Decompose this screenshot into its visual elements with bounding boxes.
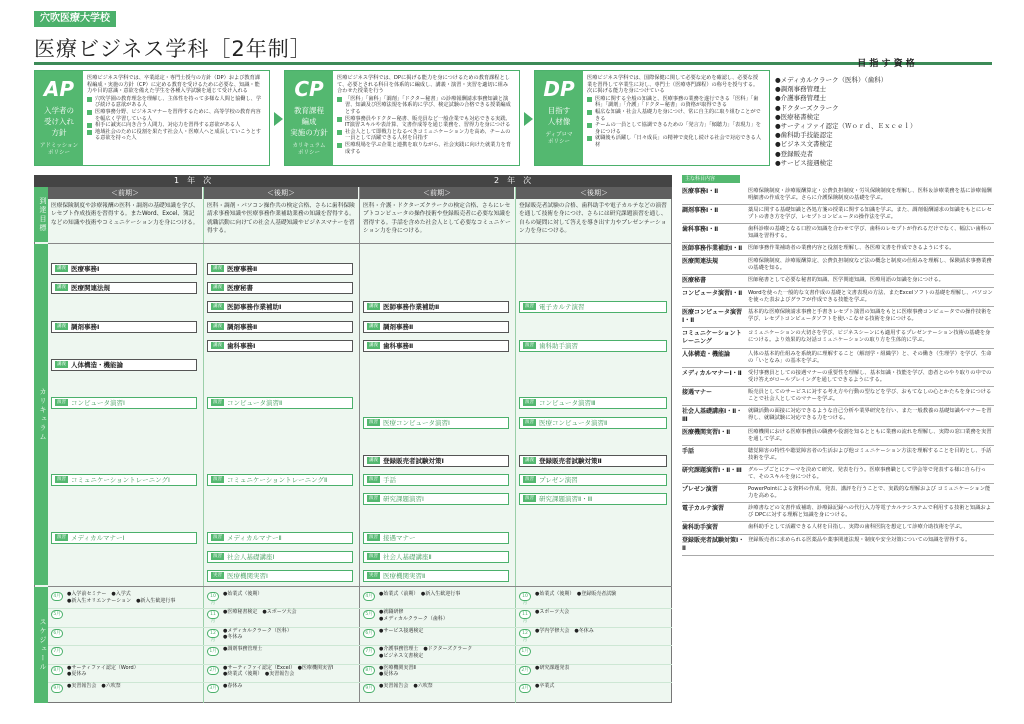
- goal-item: ●歯科助手技能認定: [775, 131, 833, 140]
- policy-label: [535, 71, 583, 165]
- month-badge: 3月: [207, 684, 219, 693]
- course-type-badge: 演習: [213, 534, 222, 540]
- course-box: [519, 474, 667, 486]
- course-type-badge: 講義: [213, 266, 222, 271]
- desc-course-text: 人体の基本的仕組みを系統的に理解すること（解剖学・組織学）と、その働き（生理学）を学び、生命の「いとなみ」の基本を学ぶ。: [748, 351, 992, 364]
- desc-course-name: 社会人基礎講座Ⅰ・Ⅱ・Ⅲ: [682, 408, 743, 423]
- policy-en: カリキュラム ポリシー: [292, 143, 326, 156]
- desc-course-text: 歯科診療の基礎となる口腔の知識を合わせて学び、歯科のレセプトが作れるだけでなく、幅広い歯科の知識を習得する。: [748, 226, 992, 239]
- term-4: ＜後期＞: [515, 187, 672, 199]
- policy-arrow: [274, 112, 283, 126]
- schedule-events: ●サーティファイ認定（Excel） ●医療機関実習Ⅰ ●終業式（後期） ●実習報告会: [223, 664, 334, 678]
- course-type-badge: 講義: [213, 323, 222, 329]
- policy-item: 幅広な知識・社会人基礎力を身につけ、常に自主的に取り組むことができる: [587, 109, 763, 122]
- month-badge: 10月: [207, 592, 219, 601]
- goal-item: ●メディカルクラーク（医科）（歯科）: [775, 76, 888, 84]
- course-type-badge: 演習: [525, 496, 534, 502]
- course-name: 調剤事務Ⅱ: [227, 322, 258, 331]
- desc-course-text: グループごとにテーマを決めて研究、発表を行う。医療事務職として学会等で発表する様に自ら行って、そのスキルを身につける。: [748, 467, 986, 480]
- course-box: [363, 551, 509, 563]
- course-name: 医療機関実習Ⅱ: [383, 572, 426, 581]
- course-name: メディカルマナーⅡ: [227, 533, 282, 542]
- desc-course-name: 医療秘書: [682, 277, 707, 284]
- policy-items: [337, 96, 513, 155]
- curriculum-grid: [34, 175, 672, 703]
- month-badge: 6月: [51, 629, 63, 638]
- desc-row: [682, 522, 994, 535]
- side-curriculum: カリキュラム: [34, 244, 48, 585]
- desc-course-name: 医療事務Ⅰ・Ⅱ: [682, 188, 719, 195]
- term-goal: 医科・介護・ドクターズクラークの検定合格、さらにレセプトコンピュータの操作技術や登録販売者に必要な知識を習得する。手話を含めた社会人として必要なコミュニケーション力を身につける。: [363, 203, 511, 235]
- goal-item: ●サーティファイ認定（Ｗｏｒｄ、Ｅｘｃｅｌ）: [775, 122, 917, 131]
- policy-name: 入学者の 受け入れ 方針: [44, 106, 74, 137]
- desc-course-name: 手話: [682, 448, 695, 455]
- course-name: 手話: [383, 476, 396, 485]
- policy-item: 医療事務分野、ビジネスマナーを習得するために、高等学校の教育内容を幅広く学習している人: [87, 109, 263, 122]
- desc-row: [682, 406, 994, 427]
- course-type-badge: 演習: [525, 477, 534, 483]
- term-2: ＜後期＞: [203, 187, 358, 199]
- policy-label: [35, 71, 83, 165]
- course-name: 調剤事務Ⅱ: [383, 322, 414, 331]
- goal-item: ●登録販売者: [775, 149, 814, 158]
- policy-intro: 医療ビジネス学科では、卒業認定・専門士授与の方針（DP）および教育課程編成・実施の方針（CP）に定める教育を受けるために必要な、知識・能力や目的意識・意欲を備えた学生を各種入学試験を通じて受け入れる: [87, 75, 260, 95]
- desc-row: [682, 275, 994, 288]
- desc-course-text: 医師秘書として必要な秘書的知識、医学関連知識、医療用語の知識を身につける。: [748, 277, 944, 283]
- course-type-badge: 講義: [57, 362, 66, 367]
- schedule-events: ●始業式（前期） ●新入生歓迎行事: [379, 591, 461, 597]
- course-name: 医療事務Ⅰ: [71, 265, 100, 273]
- desc-row: [682, 328, 994, 349]
- goal-item: ●サービス接遇検定: [775, 158, 833, 167]
- course-type-badge: 講義: [57, 266, 66, 271]
- desc-row: [682, 535, 994, 556]
- course-type-badge: 実習: [369, 573, 378, 579]
- course-type-badge: 演習: [213, 477, 222, 483]
- policy-item: 医療現場を学ぶ企業と連携を取りながら、社会実践に向けた就業力を育成する: [337, 142, 513, 155]
- policy-tag: CP: [294, 77, 324, 101]
- course-name: 歯科事務Ⅱ: [383, 341, 414, 350]
- desc-course-name: 医療コンピュータ演習Ⅰ・Ⅱ: [682, 309, 743, 324]
- desc-course-text: 医師事務作業補助者の業務内容と役割を理解し、各医療文書を作成できるようにする。: [748, 245, 955, 251]
- month-badge: 8月: [51, 666, 63, 675]
- course-box: [207, 474, 353, 486]
- desc-course-name: 接遇マナー: [682, 389, 713, 396]
- course-box: [51, 359, 197, 371]
- schedule-events: ●医療機関実習Ⅱ ●夏休み: [379, 664, 416, 678]
- schedule-events: ●研究課題発表: [535, 664, 570, 671]
- course-type-badge: 演習: [525, 400, 534, 406]
- course-box: [51, 263, 197, 275]
- course-name: 社会人基礎講座Ⅱ: [383, 553, 432, 561]
- course-type-badge: 講義: [525, 458, 534, 463]
- course-type-badge: 講義: [369, 458, 378, 463]
- month-badge: 1月: [207, 647, 219, 656]
- course-type-badge: 演習: [57, 534, 66, 540]
- side-goals: 到達目標: [34, 187, 48, 242]
- schedule-events: ●サービス接遇検定: [379, 627, 424, 634]
- policy-text: [87, 75, 263, 142]
- desc-course-name: プレゼン演習: [682, 486, 718, 493]
- schedule-events: ●実習報告会 ●六吹祭: [67, 683, 121, 689]
- month-badge: 5月: [51, 610, 63, 619]
- desc-course-name: 歯科事務Ⅰ・Ⅱ: [682, 226, 719, 233]
- month-badge: 12月: [207, 629, 219, 638]
- course-box: [363, 570, 509, 582]
- term-goal: 登録販売者試験の合格、歯科助手や電子カルテなどの演習を通して技術を身につけ、さらには研究課題演習を通し、自らの疑問に対して答えを導き出す力やプレゼンテーション力を身につける。: [519, 203, 667, 235]
- course-type-badge: 演習: [57, 477, 66, 483]
- desc-course-text: 医療機関における医療事務員の職務や役割を知るとともに業務の流れを理解し、実際の窓口業務を実習を通して学ぶ。: [748, 429, 992, 442]
- course-type-badge: 講義: [369, 304, 378, 310]
- course-type-badge: 演習: [369, 477, 378, 483]
- course-type-badge: 演習: [213, 554, 222, 559]
- course-box: [207, 321, 353, 333]
- desc-course-text: 医療保険制度・診療報酬算定・公費負担制度・労災保険制度を理解し、医科＆診療業務を基に診療報酬明細書の作成を学ぶ。さらに介護保険制度の基礎を学ぶ。: [748, 188, 992, 201]
- course-name: 医療秘書: [227, 284, 253, 293]
- year-2-label: 2 年 次: [494, 176, 532, 185]
- schedule-events: ●介護事務管理士 ●ドクターズクラーク ●ビジネス文書検定: [379, 646, 473, 659]
- policy-item: 就職後も活躍し「日々成長」の精神で変化し続ける社会で対応できる人材: [587, 135, 763, 148]
- course-name: 電子カルテ演習: [539, 303, 585, 312]
- course-type-badge: 演習: [525, 342, 534, 348]
- desc-course-text: PowerPointによる資料の作成、発表、講評を行うことで、実践的な理解および コミュニケーション能力を高める。: [748, 486, 991, 499]
- month-badge: 9月: [363, 684, 375, 693]
- course-name: 医療関連法規: [71, 284, 110, 293]
- desc-course-text: 医療保険制度、診療報酬算定、公費負担制度など法の概念と制度の仕組みを理解し、保険請求事務業務の基礎を知る。: [748, 258, 992, 271]
- month-badge: 2月: [207, 666, 219, 675]
- desc-course-name: 歯科助手演習: [682, 524, 719, 531]
- course-type-badge: 講義: [57, 285, 66, 291]
- year-bar: [34, 175, 672, 187]
- course-box: [207, 397, 353, 409]
- desc-row: [682, 205, 994, 224]
- term-3: ＜前期＞: [359, 187, 514, 199]
- col-divider: [203, 187, 204, 703]
- schedule-events: ●卒業式: [535, 683, 555, 689]
- desc-course-name: 調剤事務Ⅰ・Ⅱ: [682, 207, 719, 214]
- course-type-badge: 演習: [369, 496, 378, 502]
- course-box: [363, 321, 509, 333]
- course-type-badge: 演習: [213, 400, 222, 406]
- policy-intro: 医療ビジネス学科では、DPに掲げる能力を身につけるための教育課程として、必要とされる科目を体系的に編成し、講義・演習・実習を適切に組み合わせた授業を行う: [337, 75, 510, 95]
- schedule-events: ●サーティファイ認定（Word） ●夏休み: [67, 664, 139, 678]
- goals-title: 目 指 す 資 格: [857, 59, 915, 69]
- course-type-badge: 講義: [213, 285, 222, 291]
- course-box: [207, 551, 353, 563]
- desc-heading: 主な科目内容: [682, 175, 740, 183]
- goal-item: ●調剤事務管理士: [775, 85, 827, 94]
- policy-box-dp: [534, 70, 770, 166]
- course-box: [51, 282, 197, 294]
- policy-items: [587, 96, 763, 149]
- course-name: プレゼン演習: [539, 476, 578, 485]
- course-box: [519, 493, 667, 505]
- desc-row: [682, 186, 994, 205]
- month-badge: 7月: [363, 647, 375, 656]
- desc-row: [682, 446, 994, 465]
- course-name: 登録販売者試験対策Ⅱ: [539, 457, 602, 465]
- course-name: 接遇マナー: [383, 533, 416, 542]
- course-type-badge: 講義: [57, 323, 66, 329]
- goal-item: ●ビジネス文書検定: [775, 140, 833, 149]
- month-badge: 10月: [519, 592, 531, 601]
- policy-item: 地域社会のために役割を果たす社会人・医療人へと成長していこうとする意欲を持った人: [87, 129, 263, 142]
- goal-item: ●介護事務管理士: [775, 94, 827, 103]
- month-badge: 9月: [51, 684, 63, 693]
- row-divider: [48, 586, 672, 587]
- desc-course-name: コミュニケーショントレーニング: [682, 330, 742, 345]
- month-badge: 3月: [519, 684, 531, 693]
- policy-item: 社会人として即戦力となるべきコミュニケーション力を高め、チームの一員として活躍できる人材を目指す: [337, 129, 513, 142]
- course-name: 人体構造・機能論: [71, 361, 123, 369]
- course-box: [51, 397, 197, 409]
- desc-course-name: 登録販売者試験対策Ⅰ・Ⅱ: [682, 537, 745, 552]
- desc-course-name: 電子カルテ演習: [682, 505, 725, 512]
- desc-row: [682, 307, 994, 328]
- desc-course-name: 医療機関実習Ⅰ・Ⅱ: [682, 429, 731, 436]
- course-box: [51, 532, 197, 544]
- desc-course-text: 基本的な医療保険請求事務と手書きレセプト演習の知識をもとに医療事務コンピュータでの操作技術を学び、レセプトコンピュータソフトを使いこなせる技術を身につける。: [748, 309, 992, 322]
- desc-row: [682, 484, 994, 503]
- schedule-events: ●始業式（後期）: [223, 591, 263, 597]
- schedule-events: ●入学前セミナー ●入学式 ●新入生オリエンテーション ●新入生歓迎行事: [67, 591, 176, 604]
- policy-arrow: [524, 112, 533, 126]
- course-name: コミュニケーショントレーニングⅡ: [227, 476, 328, 485]
- policy-item: 穴吹学園の教育理念を理解し、主体性を持って多様な人間と協働し、学び続ける意欲がある人: [87, 96, 263, 109]
- course-box: [51, 321, 197, 333]
- course-box: [363, 474, 509, 486]
- course-type-badge: 演習: [525, 304, 534, 310]
- course-name: 登録販売者試験対策Ⅰ: [383, 457, 444, 465]
- course-type-badge: 演習: [369, 419, 378, 425]
- desc-course-text: 聴覚障害の特性や聴覚障害者の生活および他コミュニケーション方法を理解することを目的とし、手話技術を学ぶ。: [748, 448, 992, 461]
- side-schedule: スケジュール: [34, 587, 48, 703]
- policy-text: [337, 75, 513, 155]
- course-name: 社会人基礎講座Ⅰ: [227, 553, 275, 561]
- desc-row: [682, 288, 994, 307]
- goal-item: ●医療秘書検定: [775, 112, 820, 121]
- course-type-badge: 講義: [213, 304, 222, 310]
- course-name: 研究課題演習Ⅱ・Ⅲ: [539, 495, 593, 504]
- policy-items: [87, 96, 263, 142]
- course-box: [207, 570, 353, 582]
- course-box: [207, 282, 353, 294]
- schedule-events: ●始業式（後期） ●登録販売者試験: [535, 591, 617, 597]
- desc-course-text: 薬局に関する基礎知識と各処方箋の授業に関する知識を学ぶ。また、調剤報酬請求の知識をもとにレセプトの書き方を学び、レセプトコンピュータの操作法を学ぶ。: [748, 207, 992, 220]
- desc-row: [682, 427, 994, 446]
- course-box: [363, 417, 509, 429]
- term-goal: 医科・調剤・パソコン操作共の検定合格、さらに歯科保険請求事務知識や医療事務作業補助業務の知識を習得する。就職活動に向けての社会人基礎知識やビジネスマナーを習得する。: [207, 203, 355, 235]
- schedule-events: ●就職研修 ●メディカルクラーク（歯科）: [379, 609, 448, 622]
- course-name: コミュニケーショントレーニングⅠ: [71, 476, 170, 485]
- month-badge: 4月: [51, 592, 63, 601]
- course-type-badge: 講義: [369, 323, 378, 329]
- desc-course-name: 人体構造・機能論: [682, 351, 731, 358]
- desc-course-text: 診療書などの文書作成補助、診療録記録への代行入力等電子カルテシステムで利用する技術と知識および DPCに対する理解と知識を身につける。: [748, 505, 992, 518]
- policy-en: アドミッション ポリシー: [39, 143, 79, 156]
- policy-text: [587, 75, 763, 149]
- desc-row: [682, 224, 994, 243]
- course-box: [363, 340, 509, 352]
- schedule-events: ●医療秘書検定 ●スポーツ大会: [223, 609, 297, 616]
- schedule-events: ●調剤事務管理士: [223, 646, 263, 653]
- policy-tag: AP: [43, 77, 75, 101]
- policy-item: チームの一員として協調できるための「発言力」「傾聴力」「表現力」を身につける: [587, 122, 763, 135]
- policy-box-ap: [34, 70, 270, 166]
- desc-row: [682, 368, 994, 387]
- course-box: [51, 474, 197, 486]
- course-name: 医療コンピュータ演習Ⅰ: [383, 418, 450, 427]
- goals-list: [775, 76, 993, 168]
- month-badge: 6月: [363, 629, 375, 638]
- desc-course-name: メディカルマナーⅠ・Ⅱ: [682, 370, 742, 377]
- month-badge: 5月: [363, 610, 375, 619]
- course-name: 研究課題演習Ⅰ: [383, 495, 424, 504]
- desc-row: [682, 465, 994, 484]
- course-box: [207, 263, 353, 275]
- policy-box-cp: [284, 70, 520, 166]
- term-1: ＜前期＞: [48, 187, 202, 199]
- course-box: [207, 532, 353, 544]
- desc-course-text: 受付事務員としての接遇マナーの重要性を理解し、基本知識・技能を学び、患者とのやり取りの中での受け答えがロールプレイングを通してできるようにする。: [748, 370, 992, 383]
- course-name: コンピュータ演習Ⅲ: [539, 399, 596, 408]
- desc-row: [682, 387, 994, 406]
- policy-name: 教育課程 編成 実施の方針: [290, 106, 328, 137]
- policy-item: 医療事務員やドクター秘書、販売員など一般企業でも対応できる実践、IT演習スキルや表計算、文書作成等を通じ業務を、習得力を身につける: [337, 116, 513, 129]
- month-badge: 11月: [519, 610, 531, 619]
- course-box: [207, 301, 353, 313]
- course-box: [363, 455, 509, 467]
- term-goal: 医療保険制度や診療報酬の医科・調剤の基礎知識を学び、レセプト作成技術を習得する。またWord、Excel、簿記などの知識や技術やコミュニケーション力を身につける。: [51, 203, 199, 226]
- course-name: コンピュータ演習Ⅰ: [71, 399, 125, 408]
- schedule-events: ●春休み: [223, 683, 243, 689]
- course-name: 歯科助手演習: [539, 341, 578, 350]
- course-type-badge: 演習: [369, 554, 378, 559]
- page-title: 医療ビジネス学科［2年制］: [34, 37, 312, 61]
- course-name: 医師事務作業補助Ⅱ: [383, 303, 440, 312]
- month-badge: 2月: [519, 666, 531, 675]
- col-divider: [359, 187, 360, 703]
- desc-row: [682, 243, 994, 256]
- course-name: 医療事務Ⅱ: [227, 265, 258, 273]
- desc-course-name: 医療関連法規: [682, 258, 719, 265]
- month-badge: 12月: [519, 629, 531, 638]
- desc-course-text: 歯科助手として活躍できる人材を目指し、実際の歯科医院を想定して診療介助技術を学ぶ。: [748, 524, 966, 530]
- col-divider: [515, 187, 516, 703]
- course-type-badge: 演習: [57, 400, 66, 406]
- schedule-events: ●スポーツ大会: [535, 609, 570, 616]
- course-type-badge: 演習: [525, 419, 534, 425]
- course-name: 医療機関実習Ⅰ: [227, 572, 268, 581]
- course-description-table: [682, 186, 994, 556]
- course-type-badge: 実習: [213, 573, 222, 579]
- goal-item: ●ドクターズクラーク: [775, 103, 839, 112]
- policy-item: 医療に関する全般の知識と、医療事務の業務を遂行できる「医科」「歯科」「調剤」「介護」「ドクター秘書」の資格が取得できる: [587, 96, 763, 109]
- policy-name: 目指す 人材像: [547, 106, 571, 126]
- policy-label: [285, 71, 333, 165]
- schedule-row-line: [48, 645, 672, 646]
- course-box: [207, 340, 353, 352]
- row-divider: [48, 243, 672, 244]
- course-box: [363, 301, 509, 313]
- policy-item: 「医科」「歯科」「調剤」「ドクター秘書」の診療報酬請求事務知識と演習、知識及び医療法規を体系的に学び、検定試験の合格できる授業編成とする: [337, 96, 513, 116]
- course-box: [519, 397, 667, 409]
- policy-en: ディプロマ ポリシー: [545, 132, 573, 145]
- course-box: [519, 455, 667, 467]
- course-name: 医師事務作業補助Ⅰ: [227, 303, 282, 312]
- policy-tag: DP: [543, 77, 575, 101]
- course-name: 調剤事務Ⅰ: [71, 322, 100, 331]
- desc-course-text: 登録販売者に求められる医薬品や薬事関連法規・制度や安全対策についての知識を習得する。: [748, 537, 971, 543]
- month-badge: 8月: [363, 666, 375, 675]
- course-name: 歯科事務Ⅰ: [227, 341, 256, 350]
- policy-intro: 医療ビジネス学科では、国際保健に関して必要な定めを確認し、必要な授業を習得して卒業生に対し、専門士（医療専門課程）の称号を授与する。次に掲げる能力を身につけている: [587, 75, 759, 95]
- desc-course-name: 研究課題演習Ⅰ・Ⅱ・Ⅲ: [682, 467, 742, 474]
- year-1-label: 1 年 次: [174, 176, 212, 185]
- desc-course-text: コミュニケーションの大切さを学び、ビジネスシーンにも適用するプレゼンテーション技術の基礎を身につける。より効果的な対話コミュニケーションの取り方を生体的に学ぶ。: [748, 330, 991, 343]
- course-box: [363, 532, 509, 544]
- course-name: メディカルマナーⅠ: [71, 533, 125, 542]
- desc-course-text: 販売員としてのサービスに対する考え方や行動の型などを学び、おもてなしの心とかたちを身につけることで社会人としてのマナーを学ぶ。: [748, 389, 992, 402]
- month-badge: 1月: [519, 647, 531, 656]
- policy-item: 相手に誠実に向き合う人間力、対応力を習得する意欲がある人: [87, 122, 263, 129]
- month-badge: 11月: [207, 610, 219, 619]
- course-type-badge: 演習: [369, 534, 378, 540]
- schedule-events: ●実習報告会 ●六吹祭: [379, 683, 433, 689]
- month-badge: 7月: [51, 647, 63, 656]
- schedule-events: ●メディカルクラーク（医科） ●冬休み: [223, 627, 292, 641]
- school-badge: 穴吹医療大学校: [34, 11, 116, 27]
- desc-row: [682, 349, 994, 368]
- desc-row: [682, 503, 994, 522]
- desc-course-name: コンピュータ演習Ⅰ・Ⅱ: [682, 290, 743, 297]
- course-name: 医療コンピュータ演習Ⅱ: [539, 418, 608, 427]
- course-name: コンピュータ演習Ⅱ: [227, 399, 283, 408]
- course-box: [519, 417, 667, 429]
- desc-row: [682, 256, 994, 275]
- month-badge: 4月: [363, 592, 375, 601]
- course-type-badge: 講義: [369, 342, 378, 348]
- course-box: [363, 493, 509, 505]
- course-type-badge: 講義: [213, 342, 222, 348]
- schedule-events: ●学内学修大会 ●冬休み: [535, 627, 594, 634]
- course-box: [519, 340, 667, 352]
- desc-course-text: 就職活動の面接に対応できるような自己分析や業界研究を行い、また一般教養の基礎知識やマナーを習得し、就職試験に対応できる力をつける。: [748, 408, 992, 421]
- course-box: [519, 301, 667, 313]
- desc-course-name: 医師事務作業補助Ⅰ・Ⅱ: [682, 245, 743, 252]
- desc-course-text: Wordを使った一般的な文書作成の基礎と文書表現の方法、またExcelソフトの基礎を理解し、パソコンを使った表およびグラフが作成できる技能を学ぶ。: [748, 290, 993, 303]
